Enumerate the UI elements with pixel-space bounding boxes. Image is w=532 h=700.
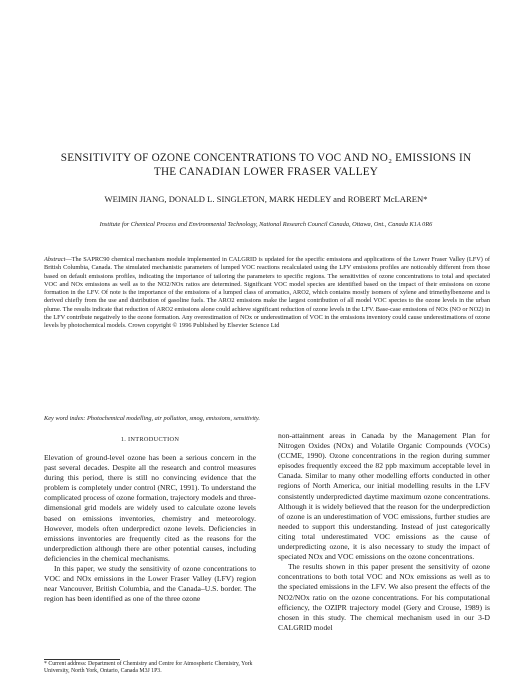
footnote: * Current address: Department of Chemistry and Centre for Atmospheric Chemistry, York University, North York, Ontario, Canada M3J 1P3. [44, 661, 253, 674]
author-list: WEIMIN JIANG, DONALD L. SINGLETON, MARK HEDLEY and ROBERT McLAREN* [104, 194, 428, 204]
paragraph: Elevation of ground-level ozone has been a serious concern in the past several decades. Despite all the research and control measures during this period, there is still no convincing evidence that the problem is completely under control (NRC, 1991). To understand the complicated process of ozone formation, trajectory models and three-dimensional grid models are widely used to calculate ozone levels based on emissions inventories, chemistry and meteorology. However, models often underpredict ozone levels. Deficiencies in emissions inventories are frequently cited as the reasons for the underprediction although there are other potential causes, including deficiencies in the chemical mechanisms. [44, 453, 256, 563]
paragraph: non-attainment areas in Canada by the Management Plan for Nitrogen Oxides (NOx) and Volatile Organic Compounds (VOCs) (CCME, 1990). Ozone concentrations in the region during summer episodes frequently exceed the 82 ppb maximum acceptable level in Canada. Similar to many other modelling efforts conducted in other regions of North America, our initial modelling results in the LFV consistently underpredicted daytime maximum ozone concentrations. Although it is widely believed that the reason for the underprediction of ozone is an underestimation of VOC emissions, further studies are needed to support this understanding. Instead of just categorically citing total underestimated VOC emissions as the cause of underpredicting ozone, it is also necessary to study the impact of speciated NOx and VOC emissions on the ozone concentrations. [278, 431, 490, 562]
paragraph: The results shown in this paper present the sensitivity of ozone concentrations to both total VOC and NOx emissions as well as to the speciated emissions in the LFV. We also present the effects of the NO2/NOx ratio on the ozone concentrations. For his computational efficiency, the OZIPR trajectory model (Gery and Crouse, 1989) is chosen in this study. The chemical mechanism used in our 3-D CALGRID model [278, 562, 490, 632]
left-column [44, 453, 256, 604]
affiliation: Institute for Chemical Process and Environmental Technology, National Research Council Canada, Ottawa, Ont., Canada K1A 0R6 [99, 221, 433, 228]
paragraph: In this paper, we study the sensitivity of ozone concentrations to VOC and NOx emissions in the Lower Fraser Valley (LFV) region near Vancouver, British Columbia, and the Canada–U.S. border. The region has been identified as one of the three ozone [44, 564, 256, 604]
right-column [278, 431, 490, 633]
paper-title: SENSITIVITY OF OZONE CONCENTRATIONS TO VOC AND NO₂ EMISSIONS IN THE CANADIAN LOWER FRASER VALLEY [60, 152, 472, 178]
footnote-rule [44, 659, 120, 660]
abstract-lead: Abstract [44, 256, 66, 263]
abstract [44, 256, 490, 331]
section-heading: 1. INTRODUCTION [120, 436, 180, 443]
keywords: Key word index: Photochemical modelling, air pollution, smog, emissions, sensitivity. [44, 415, 260, 422]
abstract-text: —The SAPRC90 chemical mechanism module implemented in CALGRID is updated for the specific emissions and applications of the Lower Fraser Valley (LFV) of British Columbia, Canada. The simulated mechanistic parameters of lumped VOC reactions recalculated using the LFV emissions profiles are noticeably different from those based on default emissions profiles, indicating the importance of tailoring the parameters to specific regions. The sensitivities of ozone concentrations to total and speciated VOC and NOx emissions as well as to the NO2/NOx ratios are determined. Significant VOC model species are identified based on the impact of their emissions on ozone formation in the LFV. Of note is the importance of the emissions of a lumped class of aromatics, ARO2, which contains mostly isomers of xylene and trimethylbenzene and is derived chiefly from the use and distribution of gasoline fuels. The ARO2 emissions make the largest contribution of all model VOC species to the ozone levels in the urban plume. The results indicate that reduction of ARO2 emissions alone could achieve significant reduction of ozone levels in the LFV. Base-case emissions of NOx (NO or NO2) in the LFV contribute negatively to the ozone formation. Any overestimation of NOx or underestimation of VOC in the emissions inventory could cause underestimations of ozone levels by photochemical models. Crown copyright © 1996 Published by Elsevier Science Ltd [44, 256, 490, 330]
